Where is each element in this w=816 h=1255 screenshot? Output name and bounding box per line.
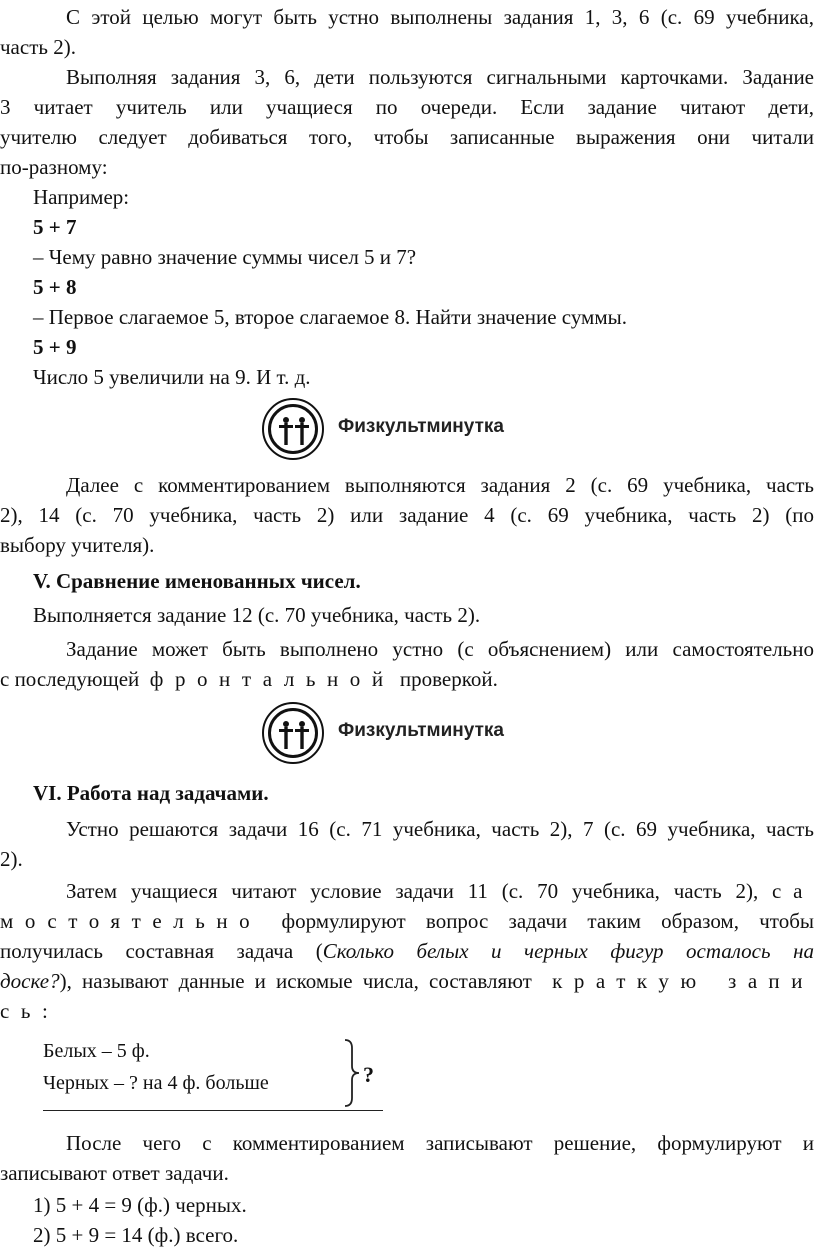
- example-2: [0, 272, 814, 332]
- section-heading: V. Сравнение именованных чисел.: [33, 569, 361, 593]
- note-line-black: Черных – ? на 4 ф. больше: [43, 1072, 269, 1094]
- spaced-word: запи: [727, 969, 814, 993]
- section-6-heading: [0, 778, 814, 808]
- text-line: Выполняя задания 3, 6, дети пользуются сигнальными карточками. Задание: [66, 65, 814, 89]
- text-line: Например:: [33, 185, 130, 209]
- note-line-white: Белых – 5 ф.: [43, 1040, 150, 1062]
- text-line: Далее с комментированием выполняются задания 2 (с. 69 учебника, часть: [66, 473, 814, 497]
- question-mark: ?: [363, 1062, 374, 1087]
- fizminutka-label: Физкультминутка: [338, 416, 504, 437]
- short-note: [43, 1030, 393, 1116]
- spaced-word: фронтальной: [149, 667, 395, 691]
- text-line: по-разному:: [0, 155, 108, 179]
- example-3: [0, 332, 814, 392]
- text-line: Задание может быть выполнено устно (с объяснением) или самостоятельно: [66, 637, 814, 661]
- text-line: 2).: [0, 847, 23, 871]
- text-line: 3 читает учитель или учащиеся по очереди. Если задание читают дети,: [0, 95, 814, 119]
- fizminutka-label: Физкультминутка: [338, 720, 504, 741]
- solution-paragraph: [0, 1128, 814, 1188]
- section-5-text: [0, 600, 814, 630]
- example-text: – Чему равно значение суммы чисел 5 и 7?: [33, 245, 417, 269]
- text-line: учителю следует добиваться того, чтобы записанные выражения они читали: [0, 125, 814, 149]
- section-5-paragraph: [0, 634, 814, 694]
- text-line: 2), 14 (с. 70 учебника, часть 2) или задание 4 (с. 69 учебника, часть 2) (по: [0, 503, 814, 527]
- italic-question: доске?: [0, 969, 60, 993]
- solution-step-1: [0, 1190, 814, 1220]
- text-line: [0, 936, 814, 966]
- exercise-figures-icon: [262, 702, 324, 764]
- text-line: выбору учителя).: [0, 533, 155, 557]
- text-fragment: получилась составная задача (: [0, 939, 323, 963]
- text-line: С этой целью могут быть устно выполнены задания 1, 3, 6 (с. 69 учебника,: [66, 5, 814, 29]
- paragraph-intro: [0, 2, 814, 62]
- example-1: [0, 212, 814, 272]
- text-fragment: с последующей: [0, 667, 140, 691]
- spaced-word: са: [772, 879, 815, 903]
- text-line: часть 2).: [0, 35, 76, 59]
- text-line: [0, 876, 814, 906]
- example-expression: 5 + 7: [33, 215, 77, 239]
- fizminutka-banner: [262, 398, 562, 464]
- example-intro: [0, 182, 814, 212]
- spaced-word: сь:: [0, 999, 60, 1023]
- text-line: 1) 5 + 4 = 9 (ф.) черных.: [33, 1193, 247, 1217]
- text-line: Устно решаются задачи 16 (с. 71 учебника, часть 2), 7 (с. 69 учебника, часть: [66, 817, 814, 841]
- exercise-figures-icon: [262, 398, 324, 460]
- example-text: – Первое слагаемое 5, второе слагаемое 8. Найти значение суммы.: [33, 305, 627, 329]
- spaced-word: краткую: [552, 969, 708, 993]
- divider-line: [43, 1110, 383, 1111]
- text-line: 2) 5 + 9 = 14 (ф.) всего.: [33, 1223, 239, 1247]
- paragraph-commenting: [0, 470, 814, 560]
- paragraph-signal-cards: [0, 62, 814, 182]
- text-line: [0, 906, 814, 936]
- example-expression: 5 + 8: [33, 275, 77, 299]
- example-expression: 5 + 9: [33, 335, 77, 359]
- text-line: [0, 664, 814, 694]
- spaced-word: мостоятельно: [0, 909, 262, 933]
- section-5-heading: [0, 566, 814, 596]
- curly-brace-icon: [343, 1038, 361, 1108]
- text-fragment: Затем учащиеся читают условие задачи 11 (с. 70 учебника, часть 2),: [66, 879, 759, 903]
- text-fragment: проверкой.: [399, 667, 498, 691]
- example-text: Число 5 увеличили на 9. И т. д.: [33, 365, 311, 389]
- section-6-paragraph-1: [0, 814, 814, 874]
- text-line: [0, 966, 814, 996]
- text-fragment: ), называют данные и искомые числа, составляют: [59, 969, 532, 993]
- section-heading: VI. Работа над задачами.: [33, 781, 269, 805]
- text-line: Выполняется задание 12 (с. 70 учебника, часть 2).: [33, 603, 481, 627]
- text-fragment: формулируют вопрос задачи таким образом, чтобы: [281, 909, 814, 933]
- solution-step-2: [0, 1220, 814, 1250]
- section-6-paragraph-2: [0, 876, 814, 1026]
- text-line: [0, 996, 814, 1026]
- italic-question: Сколько белых и черных фигур осталось на: [322, 939, 814, 963]
- text-line: После чего с комментированием записывают решение, формулируют и: [66, 1131, 814, 1155]
- text-line: записывают ответ задачи.: [0, 1161, 229, 1185]
- fizminutka-banner: [262, 702, 562, 768]
